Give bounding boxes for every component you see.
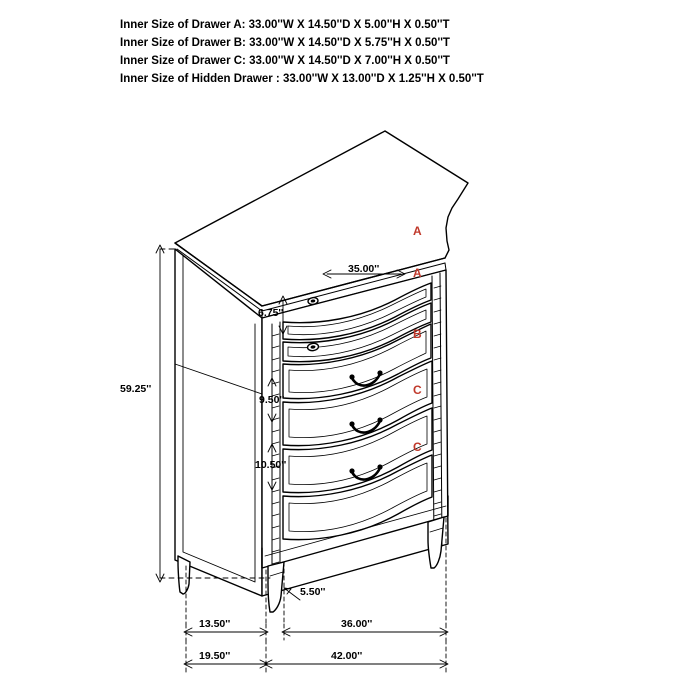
dim-depth-side: 13.50'' [199,618,231,630]
dim-base-depth: 19.50'' [199,650,231,662]
dim-top-width: 35.00'' [348,263,380,275]
dim-front-width: 36.00'' [341,618,373,630]
drawer-letter-b: B [413,327,422,341]
spec-line-drawer-b: Inner Size of Drawer B: 33.00''W X 14.50''D X 5.75''H X 0.50''T [120,37,450,49]
spec-line-drawer-a: Inner Size of Drawer A: 33.00''W X 14.50''D X 5.00''H X 0.50''T [120,19,450,31]
dim-drawer-c-height: 10.50'' [255,459,287,471]
dim-drawer-b-height: 9.50'' [259,394,285,406]
drawer-letter-c1: C [413,383,422,397]
drawer-letter-a2: A [413,266,422,280]
spec-line-hidden-drawer: Inner Size of Hidden Drawer : 33.00''W X 13.00''D X 1.25''H X 0.50''T [120,73,484,85]
dim-drawer-a-height: 6.75'' [258,307,284,319]
drawer-letter-a1: A [413,224,422,238]
spec-line-drawer-c: Inner Size of Drawer C: 33.00''W X 14.50''D X 7.00''H X 0.50''T [120,55,450,67]
dim-overall-height: 59.25'' [120,383,152,395]
dim-base-width: 42.00'' [331,650,363,662]
drawer-letter-c2: C [413,440,422,454]
dim-leg-height: 5.50'' [300,586,326,598]
